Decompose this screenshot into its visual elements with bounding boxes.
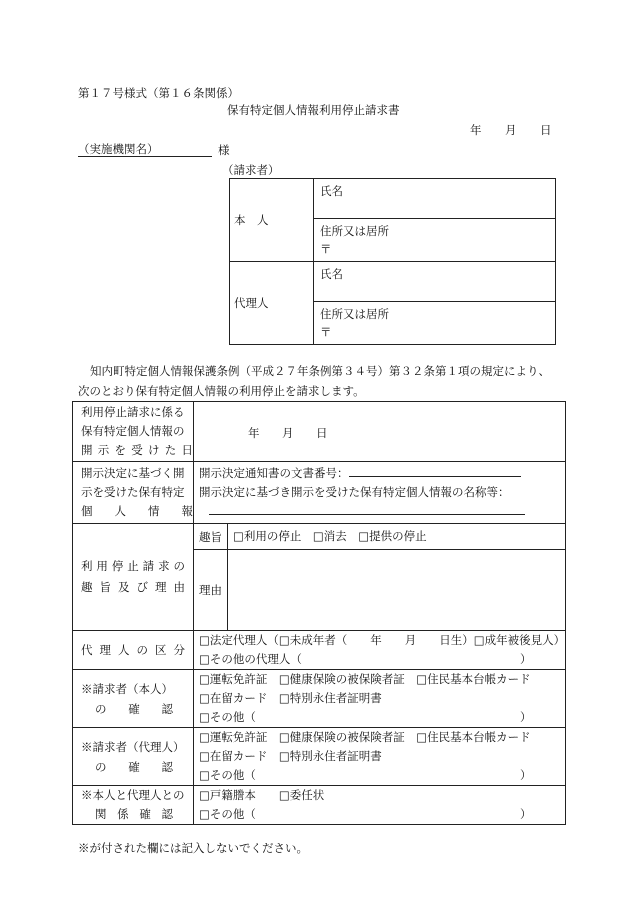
reason-field[interactable] xyxy=(228,550,566,631)
address-label: 住所又は居所 xyxy=(320,224,389,238)
main-table xyxy=(72,401,566,825)
date-day: 日 xyxy=(540,123,552,137)
agent-id-check-label: ※請求者（代理人） の確認 xyxy=(73,728,194,786)
document-number-input[interactable] xyxy=(349,464,521,477)
footnote: ※が付された欄には記入しないでください。 xyxy=(78,841,308,855)
honnin-address-field[interactable] xyxy=(314,219,556,262)
honnin-label: 本 人 xyxy=(230,179,314,262)
intro-line-1: 知内町特定個人情報保護条例（平成２７年条例第３４号）第３２条第１項の規定により、 xyxy=(90,364,550,378)
date-year: 年 xyxy=(470,123,482,137)
requester-label: （請求者） xyxy=(222,163,280,177)
dairinin-name-field[interactable] xyxy=(314,262,556,302)
requester-id-check-field: □運転免許証 □健康保険の被保険者証 □住民基本台帳カード □在留カード □特別永住者証明書 □その他（ ） xyxy=(194,670,566,728)
intro-line-2: 次のとおり保有特定個人情報の利用停止を請求します。 xyxy=(78,384,365,398)
recipient-agency: （実施機関名） xyxy=(78,142,212,157)
relationship-check-label: ※本人と代理人との 関係確認 xyxy=(73,786,194,825)
date-month: 月 xyxy=(505,123,517,137)
postal-mark: 〒 xyxy=(320,242,332,256)
relationship-check-field: □戸籍謄本 □委任状 □その他（ ） xyxy=(194,786,566,825)
name-label: 氏名 xyxy=(320,267,343,281)
form-number: 第１７号様式（第１６条関係） xyxy=(78,86,239,100)
honnin-name-field[interactable] xyxy=(314,179,556,219)
agent-id-check-field: □運転免許証 □健康保険の被保険者証 □住民基本台帳カード □在留カード □特別永住者証明書 □その他（ ） xyxy=(194,728,566,786)
disclosure-date-label: 利用停止請求に係る 保有特定個人情報の 開示を受けた日 xyxy=(73,402,194,462)
requester-table xyxy=(229,178,556,345)
info-name-input[interactable] xyxy=(209,502,525,515)
disclosed-info-label: 開示決定に基づく開 示を受けた保有特定 個人情報 xyxy=(73,462,194,524)
disclosure-date-field[interactable]: 年 月 日 xyxy=(194,402,566,462)
agent-type-label: 代理人の区分 xyxy=(73,631,194,670)
name-label: 氏名 xyxy=(320,184,343,198)
disclosed-info-field[interactable]: 開示決定通知書の文書番号： 開示決定に基づき開示を受けた保有特定個人情報の名称等： xyxy=(194,462,566,524)
page-title: 保有特定個人情報利用停止請求書 xyxy=(227,103,400,117)
agent-type-field[interactable]: □法定代理人（□未成年者（ 年 月 日生）□成年被後見人） □その他の代理人（ ） xyxy=(194,631,566,670)
dairinin-address-field[interactable] xyxy=(314,302,556,345)
address-label: 住所又は居所 xyxy=(320,307,389,321)
purpose-options[interactable]: □利用の停止 □消去 □提供の停止 xyxy=(228,524,566,550)
postal-mark: 〒 xyxy=(320,325,332,339)
riyu-label: 理由 xyxy=(194,550,228,631)
dairinin-label: 代理人 xyxy=(230,262,314,345)
purpose-reason-label: 利用停止請求の 趣旨及び理由 xyxy=(73,524,194,631)
shushi-label: 趣旨 xyxy=(194,524,228,550)
requester-id-check-label: ※請求者（本人） の確認 xyxy=(73,670,194,728)
recipient-sama: 様 xyxy=(218,143,230,157)
